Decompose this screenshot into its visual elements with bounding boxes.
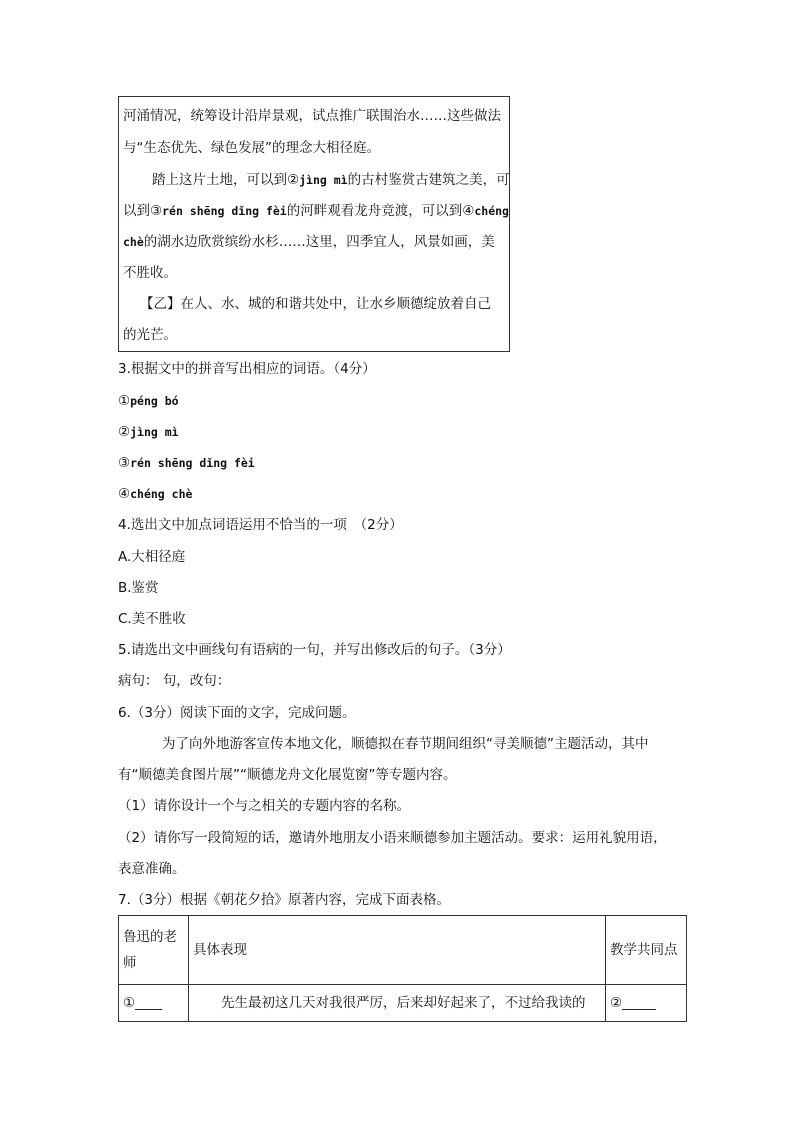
passage-line: chè的湖水边欣赏缤纷水杉……这里，四季宜人，风景如画，美 <box>123 234 495 250</box>
table-header-row <box>119 916 687 985</box>
passage-line: 【乙】在人、水、城的和谐共处中，让水乡顺德绽放着自己 <box>140 296 491 312</box>
q6-sub-question: 表意准确。 <box>118 861 186 877</box>
table-header-cell: 具体表现 <box>189 916 606 985</box>
passage-line: 不胜收。 <box>123 265 177 281</box>
q3-item: ③rén shēng dǐng fèi <box>118 455 255 471</box>
question-3-title: 3.根据文中的拼音写出相应的词语。（4分） <box>118 361 376 377</box>
q6-sub-question: （1）请你设计一个与之相关的专题内容的名称。 <box>118 798 411 814</box>
question-6-title: 6.（3分）阅读下面的文字，完成问题。 <box>118 705 356 721</box>
q6-sub-question: （2）请你写一段简短的话，邀请外地朋友小语来顺德参加主题活动。要求：运用礼貌用语， <box>118 830 667 846</box>
q3-item: ②jìng mì <box>118 424 179 440</box>
q7-table <box>118 915 687 1022</box>
table-row <box>119 985 687 1022</box>
passage-line: 的光芒。 <box>123 327 177 343</box>
q4-option: A.大相径庭 <box>118 549 186 565</box>
q3-item: ④chéng chè <box>118 486 193 502</box>
table-cell: 先生最初这几天对我很严厉，后来却好起来了，不过给我读的 <box>189 985 606 1022</box>
question-7-title: 7.（3分）根据《朝花夕拾》原著内容，完成下面表格。 <box>118 892 450 908</box>
q4-option: B.鉴赏 <box>118 580 159 596</box>
table-cell: ①____ <box>119 985 189 1022</box>
q6-paragraph: 为了向外地游客宣传本地文化，顺德拟在春节期间组织“寻美顺德”主题活动，其中 <box>162 736 649 752</box>
q4-option: C.美不胜收 <box>118 611 186 627</box>
passage-line: 以到③rén shēng dǐng fèi的河畔观看龙舟竞渡，可以到④chéng <box>123 203 509 219</box>
question-5-title: 5.请选出文中画线句有语病的一句，并写出修改后的句子。（3分） <box>118 642 511 658</box>
passage-line: 踏上这片土地，可以到②jìng mì的古村鉴赏古建筑之美，可 <box>152 172 510 188</box>
table-header-cell: 鲁迅的老师 <box>119 916 189 985</box>
question-4-title: 4.选出文中加点词语运用不恰当的一项 （2分） <box>118 517 403 533</box>
q6-paragraph: 有“顺德美食图片展”“顺德龙舟文化展览窗”等专题内容。 <box>118 767 457 783</box>
passage-line: 与“生态优先、绿色发展”的理念大相径庭。 <box>123 140 380 156</box>
q3-item: ①péng bó <box>118 393 179 409</box>
table-cell: ②_____ <box>606 985 687 1022</box>
table-header-cell: 教学共同点 <box>606 916 687 985</box>
q5-answer-line: 病句： 句，改句： <box>118 673 231 689</box>
passage-line: 河涌情况，统筹设计沿岸景观，试点推广联围治水……这些做法 <box>123 108 501 124</box>
